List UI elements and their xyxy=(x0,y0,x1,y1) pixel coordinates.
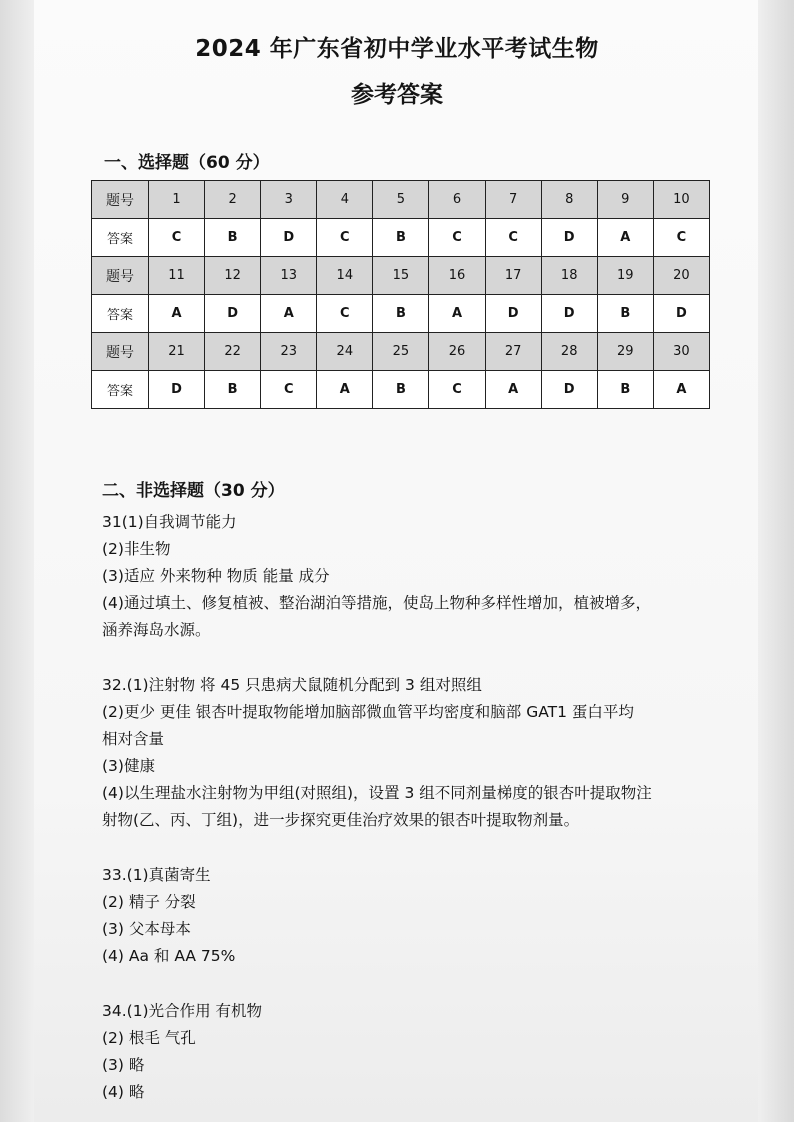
document-subtitle: 参考答案 xyxy=(351,82,443,108)
question-number-header: 题号 xyxy=(92,257,149,295)
answer-cell: A xyxy=(261,295,317,333)
answer-cell: D xyxy=(205,295,261,333)
answer-header: 答案 xyxy=(92,371,149,409)
question-number-row xyxy=(92,333,710,371)
question-number-cell: 30 xyxy=(653,333,709,371)
question-number-cell: 6 xyxy=(429,181,485,219)
question-number-cell: 13 xyxy=(261,257,317,295)
answer-cell: A xyxy=(149,295,205,333)
answer-cell: A xyxy=(597,219,653,257)
q32-line-5: (4)以生理盐水注射物为甲组(对照组)，设置 3 组不同剂量梯度的银杏叶提取物注 xyxy=(102,784,652,802)
answer-cell: A xyxy=(317,371,373,409)
answer-cell: B xyxy=(597,295,653,333)
answer-cell: C xyxy=(429,219,485,257)
answer-cell: D xyxy=(261,219,317,257)
answer-header: 答案 xyxy=(92,295,149,333)
question-number-cell: 14 xyxy=(317,257,373,295)
answer-row xyxy=(92,219,710,257)
q33-line-4: (4) Aa 和 AA 75% xyxy=(102,947,236,965)
q31-line-2: (2)非生物 xyxy=(102,540,171,558)
answer-cell: A xyxy=(485,371,541,409)
question-number-cell: 18 xyxy=(541,257,597,295)
question-number-row xyxy=(92,181,710,219)
question-number-cell: 5 xyxy=(373,181,429,219)
question-number-cell: 22 xyxy=(205,333,261,371)
question-number-cell: 8 xyxy=(541,181,597,219)
answer-table xyxy=(91,180,710,409)
question-number-cell: 28 xyxy=(541,333,597,371)
answer-cell: B xyxy=(205,371,261,409)
q33-line-2: (2) 精子 分裂 xyxy=(102,893,196,911)
answer-cell: C xyxy=(485,219,541,257)
question-number-cell: 15 xyxy=(373,257,429,295)
document-title: 2024 年广东省初中学业水平考试生物 xyxy=(195,36,599,62)
q32-line-1: 32.(1)注射物 将 45 只患病犬鼠随机分配到 3 组对照组 xyxy=(102,676,482,694)
question-number-header: 题号 xyxy=(92,181,149,219)
answer-cell: D xyxy=(653,295,709,333)
question-number-cell: 4 xyxy=(317,181,373,219)
q32-line-3: 相对含量 xyxy=(102,730,165,748)
q34-line-2: (2) 根毛 气孔 xyxy=(102,1029,196,1047)
answer-cell: C xyxy=(653,219,709,257)
q33-line-1: 33.(1)真菌寄生 xyxy=(102,866,211,884)
section-multiple-choice-heading: 一、选择题（60 分） xyxy=(104,153,270,173)
question-number-cell: 10 xyxy=(653,181,709,219)
question-number-cell: 7 xyxy=(485,181,541,219)
q31-line-1: 31(1)自我调节能力 xyxy=(102,513,237,531)
question-number-cell: 11 xyxy=(149,257,205,295)
answer-row xyxy=(92,295,710,333)
q32-line-2: (2)更少 更佳 银杏叶提取物能增加脑部微血管平均密度和脑部 GAT1 蛋白平均 xyxy=(102,703,634,721)
question-number-row xyxy=(92,257,710,295)
question-number-cell: 1 xyxy=(149,181,205,219)
answer-cell: B xyxy=(373,295,429,333)
question-number-cell: 27 xyxy=(485,333,541,371)
answer-cell: A xyxy=(653,371,709,409)
answer-header: 答案 xyxy=(92,219,149,257)
question-number-cell: 2 xyxy=(205,181,261,219)
q34-line-3: (3) 略 xyxy=(102,1056,145,1074)
question-number-cell: 19 xyxy=(597,257,653,295)
question-number-cell: 25 xyxy=(373,333,429,371)
question-number-cell: 26 xyxy=(429,333,485,371)
q34-line-1: 34.(1)光合作用 有机物 xyxy=(102,1002,263,1020)
answer-cell: D xyxy=(149,371,205,409)
q33-line-3: (3) 父本母本 xyxy=(102,920,191,938)
question-number-cell: 20 xyxy=(653,257,709,295)
q34-line-4: (4) 略 xyxy=(102,1083,145,1101)
answer-cell: D xyxy=(485,295,541,333)
question-number-cell: 29 xyxy=(597,333,653,371)
q31-line-5: 涵养海岛水源。 xyxy=(102,621,211,639)
q32-line-4: (3)健康 xyxy=(102,757,155,775)
answer-cell: B xyxy=(373,371,429,409)
answer-cell: C xyxy=(317,295,373,333)
question-number-cell: 24 xyxy=(317,333,373,371)
answer-cell: D xyxy=(541,295,597,333)
q32-line-6: 射物(乙、丙、丁组)，进一步探究更佳治疗效果的银杏叶提取物剂量。 xyxy=(102,811,580,829)
q31-line-3: (3)适应 外来物种 物质 能量 成分 xyxy=(102,567,330,585)
answer-cell: C xyxy=(261,371,317,409)
question-number-cell: 3 xyxy=(261,181,317,219)
question-number-cell: 16 xyxy=(429,257,485,295)
question-number-cell: 9 xyxy=(597,181,653,219)
question-number-cell: 23 xyxy=(261,333,317,371)
question-number-cell: 21 xyxy=(149,333,205,371)
q31-line-4: (4)通过填土、修复植被、整治湖泊等措施，使岛上物种多样性增加，植被增多， xyxy=(102,594,651,612)
question-number-cell: 12 xyxy=(205,257,261,295)
section-free-response-heading: 二、非选择题（30 分） xyxy=(102,481,285,501)
answer-cell: C xyxy=(149,219,205,257)
answer-cell: B xyxy=(205,219,261,257)
answer-row xyxy=(92,371,710,409)
answer-cell: C xyxy=(429,371,485,409)
answer-cell: D xyxy=(541,371,597,409)
answer-cell: B xyxy=(597,371,653,409)
question-number-cell: 17 xyxy=(485,257,541,295)
question-number-header: 题号 xyxy=(92,333,149,371)
answer-cell: D xyxy=(541,219,597,257)
answer-cell: A xyxy=(429,295,485,333)
answer-cell: C xyxy=(317,219,373,257)
answer-cell: B xyxy=(373,219,429,257)
